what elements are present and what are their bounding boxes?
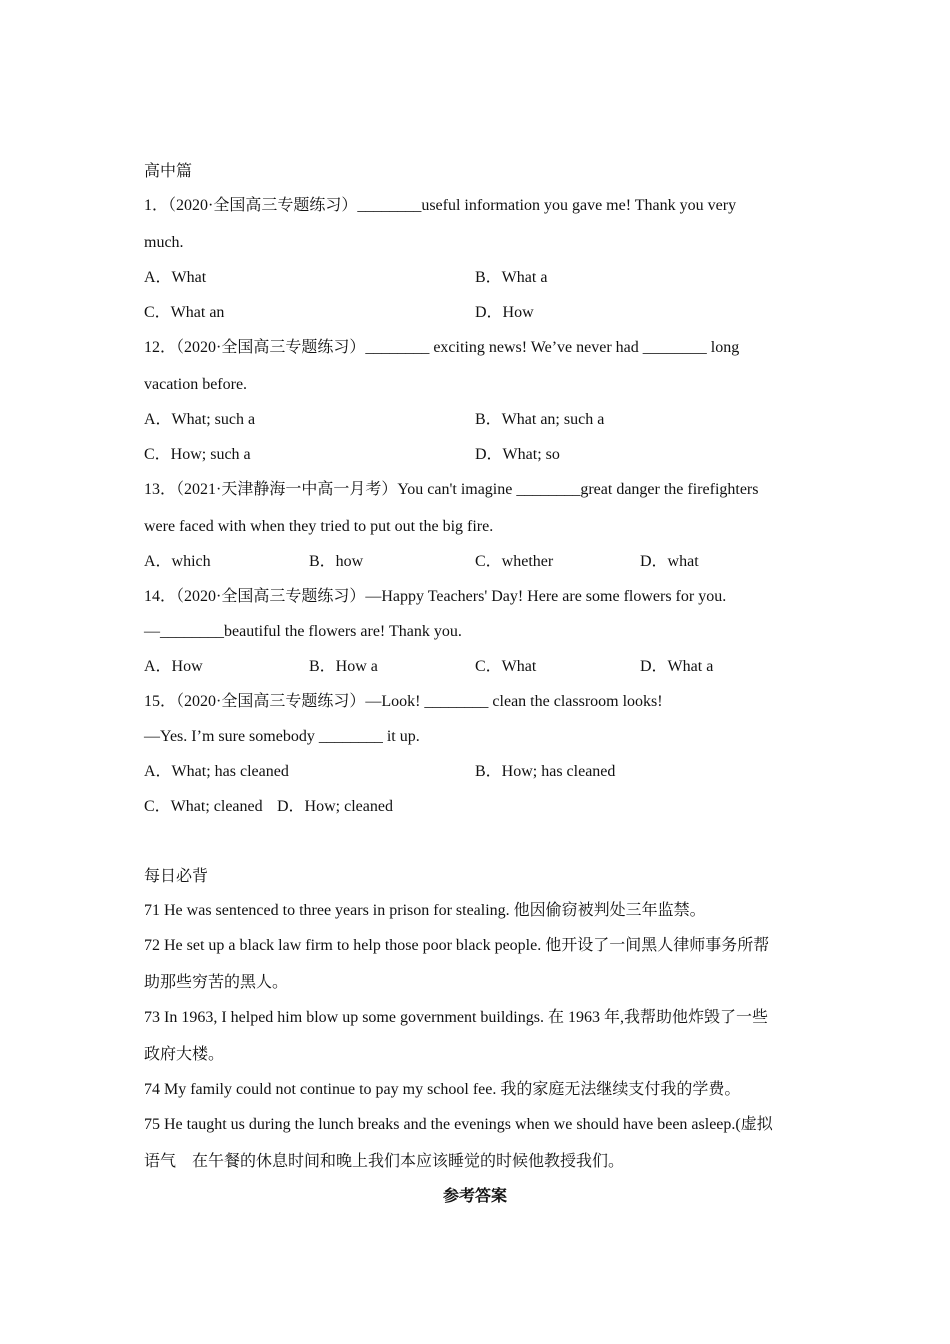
question-13-option-a: A．which xyxy=(144,553,211,570)
question-13-option-c: C．whether xyxy=(475,553,554,570)
daily-title: 每日必背 xyxy=(144,868,209,885)
question-13-line-1: 13．（2021·天津静海一中高一月考）You can't imagine ________great danger the firefighters xyxy=(144,481,759,498)
question-15-option-c: C．What; cleaned xyxy=(144,798,263,815)
question-12-line-1: 12．（2020·全国高三专题练习）________ exciting news! We’ve never had ________ long xyxy=(144,339,740,356)
question-14-option-b: B．How a xyxy=(309,658,378,675)
question-15-line-2: —Yes. I’m sure somebody ________ it up. xyxy=(144,728,420,745)
question-1-option-b: B．What a xyxy=(475,269,548,286)
question-13-option-b: B．how xyxy=(309,553,364,570)
question-12-option-b: B．What an; such a xyxy=(475,411,605,428)
question-1-line-2: much. xyxy=(144,234,184,251)
daily-item-75-line-1: 75 He taught us during the lunch breaks and the evenings when we should have been asleep.(虚拟 xyxy=(144,1116,773,1133)
question-1-option-a: A．What xyxy=(144,269,207,286)
daily-item-71: 71 He was sentenced to three years in prison for stealing. 他因偷窃被判处三年监禁。 xyxy=(144,902,706,919)
question-13-option-d: D．what xyxy=(640,553,699,570)
question-14-line-1: 14．（2020·全国高三专题练习）—Happy Teachers' Day! Here are some flowers for you. xyxy=(144,588,727,605)
daily-item-73-line-1: 73 In 1963, I helped him blow up some government buildings. 在 1963 年,我帮助他炸毁了一些 xyxy=(144,1009,768,1026)
daily-item-73-line-2: 政府大楼。 xyxy=(144,1046,225,1063)
question-12-option-d: D．What; so xyxy=(475,446,560,463)
question-15-option-b: B．How; has cleaned xyxy=(475,763,616,780)
question-12-line-2: vacation before. xyxy=(144,376,248,393)
question-12-option-a: A．What; such a xyxy=(144,411,256,428)
daily-item-75-line-2: 语气 在午餐的休息时间和晚上我们本应该睡觉的时候他教授我们。 xyxy=(144,1153,625,1170)
answers-title: 参考答案 xyxy=(442,1188,507,1205)
daily-item-72-line-1: 72 He set up a black law firm to help those poor black people. 他开设了一间黑人律师事务所帮 xyxy=(144,937,770,954)
section-title: 高中篇 xyxy=(144,163,193,180)
question-12-option-c: C．How; such a xyxy=(144,446,251,463)
question-14-line-2: —________beautiful the flowers are! Thank you. xyxy=(144,623,462,640)
question-15-option-a: A．What; has cleaned xyxy=(144,763,289,780)
question-15-option-d: D．How; cleaned xyxy=(277,798,393,815)
question-14-option-c: C．What xyxy=(475,658,537,675)
question-1-option-c: C．What an xyxy=(144,304,225,321)
question-1-line-1: 1．（2020·全国高三专题练习）________useful information you gave me! Thank you very xyxy=(144,197,737,214)
daily-item-72-line-2: 助那些穷苦的黑人。 xyxy=(144,974,289,991)
question-13-line-2: were faced with when they tried to put out the big fire. xyxy=(144,518,494,535)
question-14-option-d: D．What a xyxy=(640,658,714,675)
question-15-line-1: 15．（2020·全国高三专题练习）—Look! ________ clean the classroom looks! xyxy=(144,693,663,710)
question-1-option-d: D．How xyxy=(475,304,534,321)
daily-item-74: 74 My family could not continue to pay my school fee. 我的家庭无法继续支付我的学费。 xyxy=(144,1081,741,1098)
question-14-option-a: A．How xyxy=(144,658,203,675)
